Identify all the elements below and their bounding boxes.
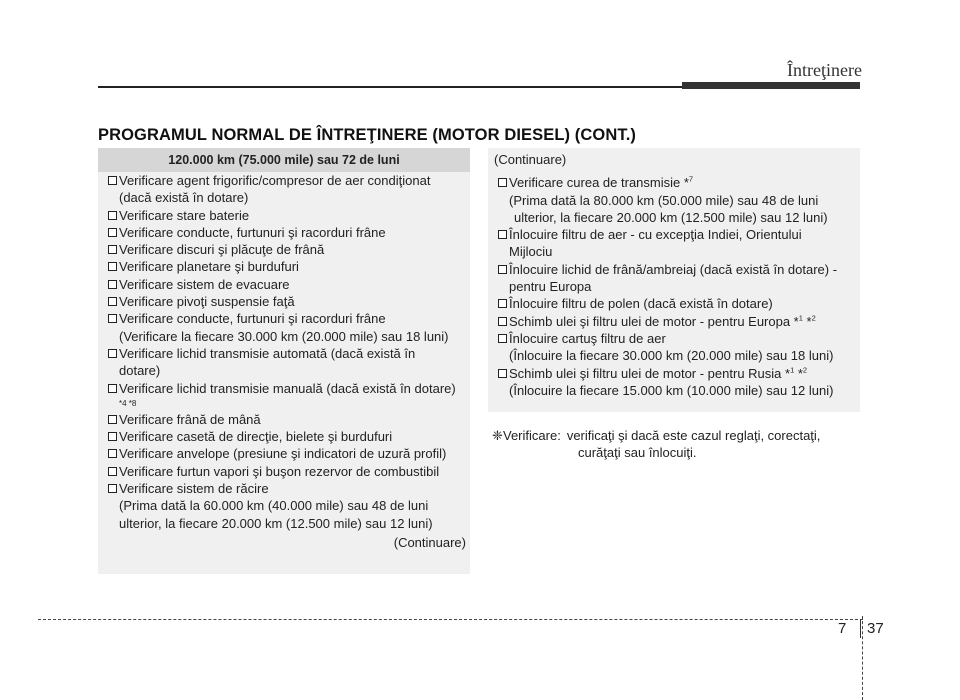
checkbox-icon <box>108 384 117 393</box>
note-label: Verificare: <box>503 428 561 443</box>
checklist-item: Înlocuire filtru de aer - cu excepţia Indiei, Orientului Mijlociu <box>498 226 852 261</box>
footnote-ref: *4 *8 <box>119 398 137 408</box>
chapter-number: 7 <box>838 620 847 637</box>
checkbox-icon <box>108 262 117 271</box>
checklist-item: Înlocuire lichid de frână/ambreiaj (dacă există în dotare) - pentru Europa <box>498 261 852 296</box>
checkbox-icon <box>108 432 117 441</box>
continue-label: (Continuare) <box>393 534 466 550</box>
checkbox-icon <box>498 299 507 308</box>
checkbox-icon <box>498 178 507 187</box>
checkbox-icon <box>498 230 507 239</box>
checklist-item: Schimb ulei şi filtru ulei de motor - pentru Europa *$^1$ *$^2$ <box>498 313 852 330</box>
checkbox-icon <box>108 176 117 185</box>
footer-dashed-rule <box>38 619 863 620</box>
checklist-item: Înlocuire filtru de polen (dacă există în dotare) <box>498 295 852 312</box>
note-asterisk-icon: ❈ <box>492 428 503 443</box>
checklist <box>98 172 470 532</box>
checkbox-icon <box>108 467 117 476</box>
checkbox-icon <box>108 245 117 254</box>
panel-heading: 120.000 km (75.000 mile) sau 72 de luni <box>98 148 470 172</box>
checkbox-icon <box>108 415 117 424</box>
checklist-item: Verificare casetă de direcţie, bielete şi burdufuri <box>108 428 462 445</box>
checkbox-icon <box>108 349 117 358</box>
checklist-item: Verificare stare baterie <box>108 207 462 224</box>
checkbox-icon <box>108 228 117 237</box>
checklist-item: Verificare pivoţi suspensie faţă <box>108 293 462 310</box>
checklist <box>488 174 860 399</box>
checklist-item: Verificare sistem de evacuare <box>108 276 462 293</box>
maintenance-panel-120000km <box>98 148 470 574</box>
maintenance-panel-continued <box>488 148 860 412</box>
checkbox-icon <box>108 280 117 289</box>
checklist-item: Verificare sistem de răcire (Prima dată la 60.000 km (40.000 mile) sau 48 de luni ulterior, la fiecare 20.000 km (12.500 mile) sau 12 luni) <box>108 480 462 532</box>
continue-label: (Continuare) <box>494 152 567 167</box>
checklist-item: Verificare curea de transmisie *$^7$ (Prima dată la 80.000 km (50.000 mile) sau 48 de luni ulterior, la fiecare 20.000 km (12.500 mile) sau 12 luni) <box>498 174 852 226</box>
section-title: Întreţinere <box>787 60 862 80</box>
checkbox-icon <box>108 211 117 220</box>
checklist-item: Verificare agent frigorific/compresor de aer condiţionat (dacă există în dotare) <box>108 172 462 207</box>
checklist-item: Înlocuire cartuş filtru de aer (Înlocuire la fiecare 30.000 km (20.000 mile) sau 18 luni) <box>498 330 852 365</box>
checkbox-icon <box>108 449 117 458</box>
page-number: 37 <box>867 620 884 637</box>
footer-vertical-dashed-rule <box>862 616 863 700</box>
checklist-item: Verificare lichid transmisie automată (dacă există în dotare) <box>108 345 462 380</box>
checkbox-icon <box>108 297 117 306</box>
checklist-item: Schimb ulei şi filtru ulei de motor - pentru Rusia *$^1$ *$^2$ (Înlocuire la fiecare 15.000 km (10.000 mile) sau 12 luni) <box>498 365 852 400</box>
checklist-item: Verificare frână de mână <box>108 411 462 428</box>
checkbox-icon <box>108 484 117 493</box>
checkbox-icon <box>498 369 507 378</box>
checkbox-icon <box>108 314 117 323</box>
checkbox-icon <box>498 317 507 326</box>
checklist-item: Verificare anvelope (presiune şi indicatori de uzură profil) <box>108 445 462 462</box>
header-accent-bar <box>682 82 860 89</box>
checklist-item: Verificare conducte, furtunuri şi racorduri frâne <box>108 224 462 241</box>
note-text: verificaţi şi dacă este cazul reglaţi, corectaţi, <box>566 428 821 443</box>
checkbox-icon <box>498 265 507 274</box>
checkbox-icon <box>498 334 507 343</box>
checklist-item: Verificare conducte, furtunuri şi racorduri frâne (Verificare la fiecare 30.000 km (20.000 mile) sau 18 luni) <box>108 310 462 345</box>
checklist-item: Verificare furtun vapori şi buşon rezervor de combustibil <box>108 463 462 480</box>
note-text-continued: curăţaţi sau înlocuiţi. <box>578 445 697 461</box>
page-title: PROGRAMUL NORMAL DE ÎNTREŢINERE (MOTOR DIESEL) (CONT.) <box>98 126 636 144</box>
checklist-item: Verificare planetare şi burdufuri <box>108 258 462 275</box>
verification-note <box>492 427 858 462</box>
checklist-item: Verificare discuri şi plăcuţe de frână <box>108 241 462 258</box>
checklist-item: Verificare lichid transmisie manuală (dacă există în dotare) *4 *8 <box>108 380 462 411</box>
page-number-separator <box>860 620 861 638</box>
